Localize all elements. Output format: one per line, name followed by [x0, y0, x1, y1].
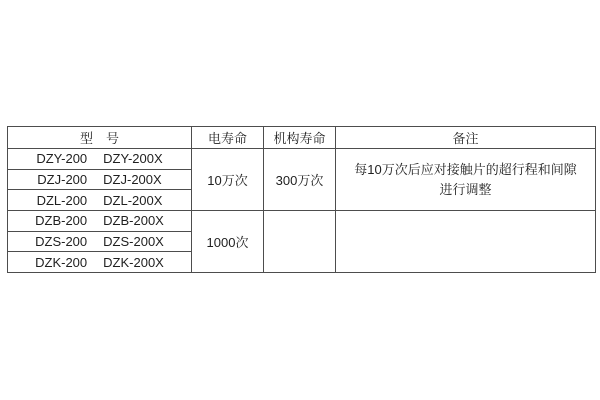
table-header-row [8, 127, 596, 149]
electrical-life-cell: 1000次 [192, 211, 264, 273]
column-header-mechanical-life: 机构寿命 [264, 127, 336, 149]
model-name: DZL-200 [36, 192, 88, 208]
relay-life-spec-table [7, 126, 596, 273]
model-cell [8, 252, 192, 273]
remarks-line: 每10万次后应对接触片的超行程和间隙 [354, 161, 577, 177]
table-row [8, 211, 596, 232]
model-name: DZS-200 [35, 234, 88, 250]
model-name: DZY-200 [36, 151, 88, 167]
mechanical-life-cell [264, 211, 336, 273]
model-name: DZB-200 [35, 213, 88, 229]
model-name: DZK-200 [35, 254, 88, 270]
model-cell [8, 211, 192, 232]
table-row [8, 149, 596, 170]
model-name: DZK-200X [103, 254, 164, 270]
model-name: DZY-200X [103, 151, 163, 167]
model-name: DZS-200X [103, 234, 164, 250]
model-name: DZJ-200X [103, 172, 162, 188]
model-name: DZB-200X [103, 213, 164, 229]
model-cell [8, 169, 192, 190]
model-cell [8, 231, 192, 252]
spec-table-container [7, 126, 596, 273]
model-name: DZJ-200 [37, 172, 88, 188]
column-header-model: 型 号 [8, 127, 192, 149]
column-header-electrical-life: 电寿命 [192, 127, 264, 149]
remarks-cell [336, 211, 596, 273]
mechanical-life-cell: 300万次 [264, 149, 336, 211]
electrical-life-cell: 10万次 [192, 149, 264, 211]
column-header-remarks: 备注 [336, 127, 596, 149]
model-cell [8, 190, 192, 211]
remarks-line: 进行调整 [439, 181, 492, 197]
model-cell [8, 149, 192, 170]
remarks-cell [336, 149, 596, 211]
model-name: DZL-200X [103, 192, 163, 208]
